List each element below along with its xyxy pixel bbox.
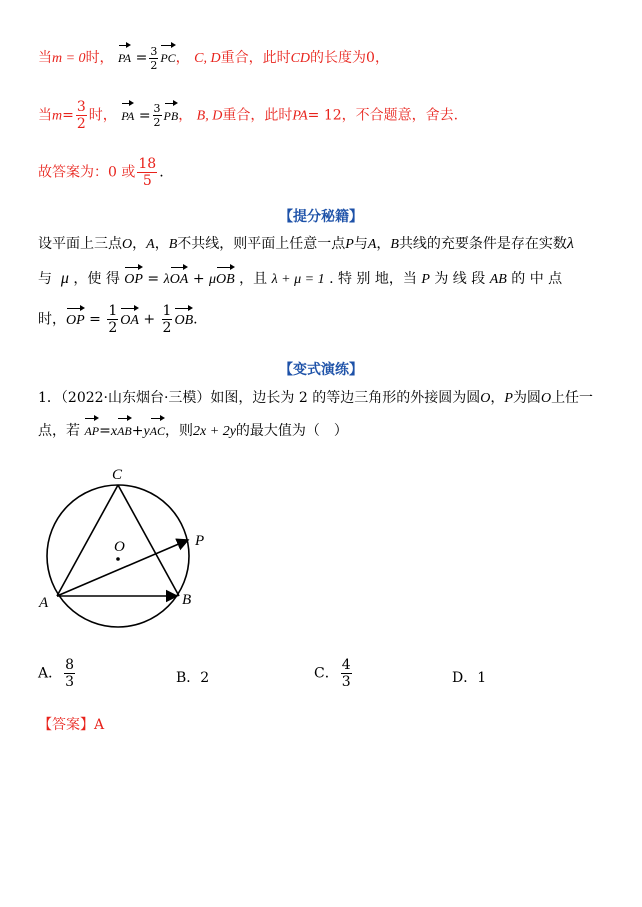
vector-op: OP bbox=[66, 306, 85, 331]
label-b: B bbox=[182, 592, 192, 608]
practice-header: 【变式演练】 bbox=[279, 362, 363, 378]
vector-ap: AP bbox=[84, 416, 99, 441]
segment-pa: PA bbox=[292, 108, 308, 124]
option-c[interactable]: C． $\frac{4}{3}$ bbox=[314, 657, 351, 690]
side-cb bbox=[118, 485, 179, 596]
fraction-3-2: $\frac{3}{2}$ bbox=[150, 44, 158, 72]
vector-pa: PA bbox=[118, 43, 131, 68]
solution-line-1: 当m = 0时， PA = $\frac{3}{2}$ PC， C, D重合，此时CD的长度为0， bbox=[38, 44, 389, 72]
segment-cd: CD bbox=[290, 51, 311, 66]
geometry-figure bbox=[30, 462, 230, 642]
expression-2x-2y: 2x + 2y bbox=[193, 424, 236, 439]
condition-sum: λ + μ = 1 bbox=[271, 272, 325, 287]
equals: = bbox=[135, 50, 148, 66]
fraction-1-2: $\frac{1}{2}$ bbox=[108, 303, 118, 336]
math-m-eq-0: m = 0 bbox=[52, 51, 86, 66]
option-d[interactable]: D．1 bbox=[452, 670, 487, 686]
option-a[interactable]: A． $\frac{8}{3}$ bbox=[38, 657, 75, 690]
points-cd: C, D bbox=[194, 51, 221, 66]
fraction-3-2: $\frac{3}{2}$ bbox=[76, 99, 86, 132]
vector-op: OP bbox=[124, 265, 143, 290]
fraction-1-2: $\frac{1}{2}$ bbox=[162, 303, 172, 336]
vector-oa: OA bbox=[120, 306, 139, 331]
answer: 【答案】A bbox=[38, 717, 105, 733]
points-bd: B, D bbox=[196, 108, 223, 124]
side-ac bbox=[57, 485, 118, 596]
vector-pa: PA bbox=[121, 101, 134, 126]
option-b[interactable]: B．2 bbox=[176, 670, 210, 686]
circumcircle bbox=[47, 485, 192, 627]
vector-pb: PB bbox=[164, 101, 179, 126]
tip-line-1: 设平面上三点O，A，B不共线，则平面上任意一点P与A，B共线的充要条件是存在实数λ bbox=[38, 235, 574, 252]
question-line-1: 1．（2022·山东烟台·三模）如图，边长为 2 的等边三角形的外接圆为圆O，P为圆O上任一 bbox=[38, 390, 594, 406]
vector-ob: OB bbox=[216, 265, 235, 290]
vector-ac: AC bbox=[150, 416, 165, 441]
label-a: A bbox=[39, 595, 49, 611]
label-c: C bbox=[112, 467, 123, 483]
center-point bbox=[116, 557, 120, 561]
math-m: m bbox=[52, 108, 63, 124]
text: 时， bbox=[85, 50, 114, 66]
vector-pc: PC bbox=[160, 43, 175, 68]
question-line-2: 点，若 AP=xAB+yAC，则2x + 2y的最大值为（ ） bbox=[38, 416, 348, 442]
tip-line-3: 时，OP = $\frac{1}{2}$ OA + $\frac{1}{2}$ OB. bbox=[38, 303, 198, 336]
tip-line-2: 与 μ ，使 得 OP = λOA + μOB ，且 λ + μ = 1 . 特 别 地，当 P 为 线 段 AB 的 中 点 bbox=[38, 265, 562, 290]
fraction-18-5: $\frac{18}{5}$ bbox=[138, 156, 157, 189]
text: 当 bbox=[38, 50, 52, 66]
tip-header: 【提分秘籍】 bbox=[279, 209, 363, 225]
vector-ab: AB bbox=[117, 416, 132, 441]
label-p: P bbox=[195, 533, 205, 549]
vector-ob: OB bbox=[174, 306, 193, 331]
solution-line-2: 当m= $\frac{3}{2}$ 时， PA = $\frac{3}{2}$ PB， B, D重合，此时PA= 12，不合题意，舍去. bbox=[38, 99, 459, 132]
vector-oa: OA bbox=[170, 265, 189, 290]
fraction-3-2-small: $\frac{3}{2}$ bbox=[153, 102, 161, 129]
label-o: O bbox=[114, 539, 125, 555]
answer-summary: 故答案为：0 或 $\frac{18}{5}$ . bbox=[38, 156, 164, 189]
